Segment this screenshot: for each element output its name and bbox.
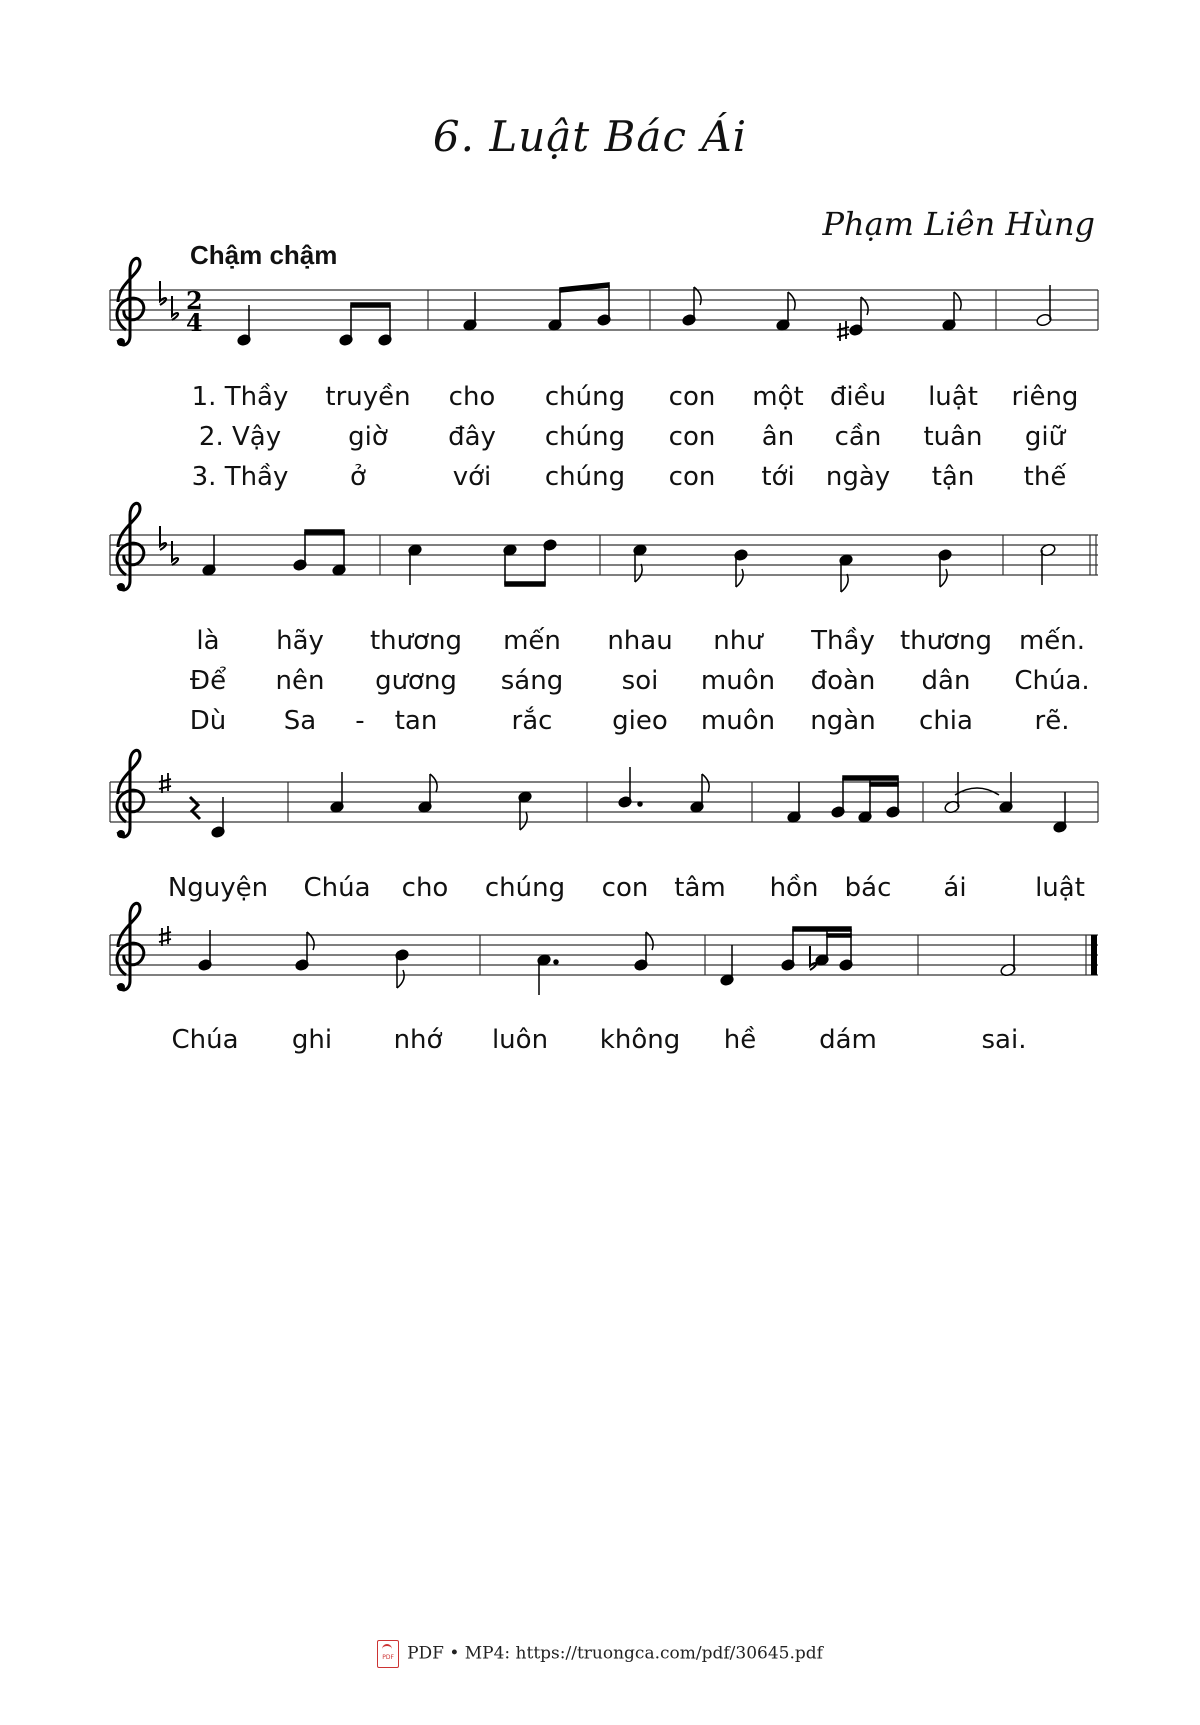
lyric-syllable: Chúa. [1014,666,1090,696]
lyric-syllable: ở [350,462,366,492]
lyric-syllable: tới [761,462,795,492]
lyric-syllable: Sa [283,706,317,736]
flat-key-icon [160,281,166,305]
lyric-syllable: thế [1023,462,1067,492]
lyric-syllable: dân [921,666,971,696]
lyric-syllable: 1. Thầy [191,382,289,412]
lyric-syllable: Dù [189,706,227,736]
lyric-syllable: nên [275,666,325,696]
treble-clef-icon [117,503,144,591]
lyric-syllable: tâm [674,873,726,903]
lyric-syllable: chia [919,706,973,736]
lyric-syllable: - [355,706,365,736]
lyric-syllable: giờ [348,422,388,452]
lyric-syllable: mến [503,626,561,656]
lyric-syllable: 2. Vậy [198,422,282,452]
lyric-syllable: Chúa [171,1025,239,1055]
lyric-syllable: ngàn [810,706,876,736]
lyric-syllable: riêng [1011,382,1079,412]
lyric-syllable: dám [819,1025,877,1055]
staff-system-1 [110,258,1098,346]
sharp-key-icon [159,773,171,793]
lyric-syllable: muôn [700,706,776,736]
lyric-syllable: sáng [500,666,564,696]
lyric-syllable: hãy [276,626,324,656]
lyric-syllable: con [601,873,649,903]
lyric-syllable: như [713,626,763,656]
tempo-marking: Chậm chậm [190,240,338,270]
lyric-syllable: con [668,382,716,412]
lyric-syllable: đoàn [810,666,876,696]
lyric-syllable: cho [448,382,496,412]
lyric-syllable: 3. Thầy [191,462,289,492]
treble-clef-icon [117,750,144,838]
lyric-syllable: thương [369,626,463,656]
lyric-syllable: gương [375,666,457,696]
lyric-syllable: Nguyện [167,873,269,903]
lyric-syllable: rẽ. [1034,706,1070,736]
lyric-syllable: con [668,462,716,492]
lyric-syllable: tan [394,706,438,736]
notes-system-3 [190,767,1067,838]
lyric-syllable: chúng [544,462,626,492]
notes-system-2 [202,530,1056,592]
lyric-syllable: ngày [825,462,891,492]
lyric-syllable: tận [931,462,975,492]
lyric-syllable: sai. [981,1025,1027,1055]
lyric-syllable: hồn [769,873,819,903]
lyric-syllable: luật [1035,873,1085,903]
lyric-syllable: chúng [544,422,626,452]
lyric-syllable: ân [761,422,795,452]
staff-system-3 [110,750,1098,838]
lyric-syllable: ái [943,873,967,903]
lyric-syllable: Chúa [303,873,371,903]
flat-key-icon [160,526,166,550]
staff-system-4 [110,903,1098,995]
lyric-syllable: con [668,422,716,452]
treble-clef-icon [117,903,144,991]
lyric-syllable: tuân [923,422,983,452]
lyric-syllable: là [196,626,220,656]
lyric-syllable: mến. [1018,626,1086,656]
lyric-syllable: cho [401,873,449,903]
notes-system-4 [198,927,1016,995]
notes-system-1 [237,283,1052,346]
lyric-syllable: nhau [607,626,673,656]
lyric-syllable: thương [899,626,993,656]
lyric-syllable: muôn [700,666,776,696]
lyric-syllable: gieo [612,706,668,736]
lyric-syllable: giữ [1024,422,1066,452]
lyric-syllable: cần [834,422,882,452]
lyric-syllable: soi [621,666,659,696]
lyric-syllable: Thầy [811,626,875,656]
lyric-syllable: chúng [484,873,566,903]
composer-name: Phạm Liên Hùng [822,205,1095,243]
lyric-syllable: nhớ [393,1025,443,1055]
sharp-key-icon [159,926,171,946]
pdf-icon: PDF [377,1640,399,1668]
treble-clef-icon [117,258,144,346]
lyric-syllable: hề [723,1025,757,1055]
lyric-syllable: rắc [511,706,553,736]
time-signature-top: 2 [186,286,203,315]
lyric-syllable: một [752,382,804,412]
lyric-syllable: luật [928,382,978,412]
footer-link[interactable] [0,1640,1200,1668]
lyric-syllable: ghi [291,1025,333,1055]
footer-text[interactable]: PDF • MP4: https://truongca.com/pdf/30645.pdf [407,1643,823,1664]
song-title: 6. Luật Bác Ái [432,112,748,161]
staff-system-2 [110,503,1098,592]
lyric-syllable: chúng [544,382,626,412]
lyric-syllable: luôn [491,1025,549,1055]
lyric-syllable: bác [844,873,892,903]
lyric-syllable: đây [448,422,496,452]
time-signature-bottom: 4 [186,308,203,337]
lyric-syllable: không [599,1025,681,1055]
lyric-syllable: truyền [325,382,411,412]
lyric-syllable: với [452,462,492,492]
lyric-syllable: Để [189,666,227,696]
lyric-syllable: điều [829,382,887,412]
